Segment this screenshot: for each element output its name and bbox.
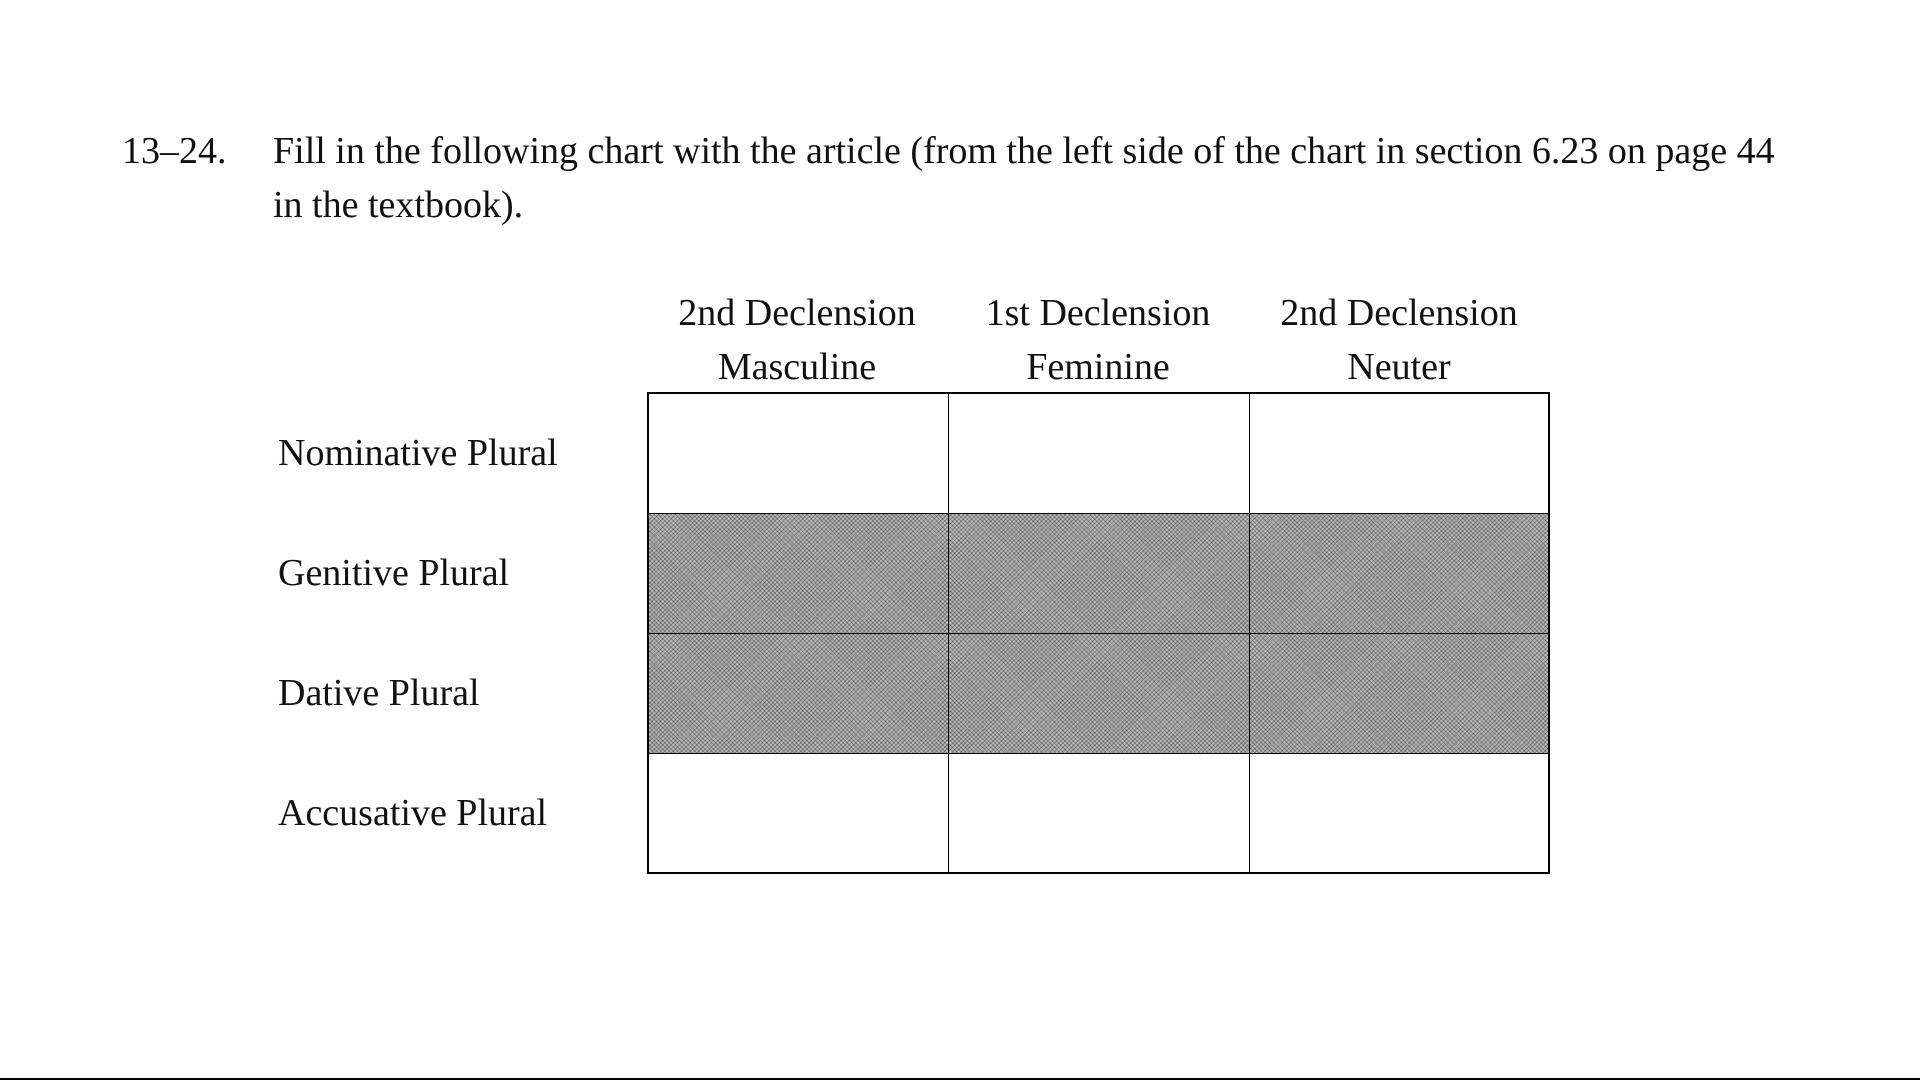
cell-genitive-feminine	[949, 514, 1250, 634]
cell-dative-neuter	[1250, 634, 1548, 754]
cell-dative-feminine	[949, 634, 1250, 754]
declension-chart-grid	[647, 392, 1550, 874]
column-header-1st-declension-feminine	[948, 286, 1248, 394]
column-header-line2: Feminine	[1026, 346, 1170, 388]
cell-nominative-masculine[interactable]	[649, 394, 949, 514]
exercise-instructions: Fill in the following chart with the article (from the left side of the chart in section 6.23 on page 44 in the textbook).	[273, 130, 1775, 226]
cell-accusative-neuter[interactable]	[1250, 754, 1548, 872]
row-label-nominative-plural: Nominative Plural	[278, 432, 558, 474]
cell-nominative-neuter[interactable]	[1250, 394, 1548, 514]
cell-genitive-masculine	[649, 514, 949, 634]
column-header-line1: 1st Declension	[985, 292, 1211, 334]
column-header-2nd-declension-masculine	[647, 286, 947, 394]
column-header-2nd-declension-neuter	[1249, 286, 1549, 394]
cell-nominative-feminine[interactable]	[949, 394, 1250, 514]
row-label-dative-plural: Dative Plural	[278, 672, 480, 714]
cell-genitive-neuter	[1250, 514, 1548, 634]
row-label-genitive-plural: Genitive Plural	[278, 552, 510, 594]
cell-accusative-masculine[interactable]	[649, 754, 949, 872]
column-header-line1: 2nd Declension	[678, 292, 916, 334]
cell-accusative-feminine[interactable]	[949, 754, 1250, 872]
column-header-line1: 2nd Declension	[1280, 292, 1518, 334]
exercise-number: 13–24.	[122, 130, 227, 172]
row-label-accusative-plural: Accusative Plural	[278, 792, 548, 834]
column-header-line2: Masculine	[717, 346, 877, 388]
cell-dative-masculine	[649, 634, 949, 754]
column-header-line2: Neuter	[1347, 346, 1451, 388]
